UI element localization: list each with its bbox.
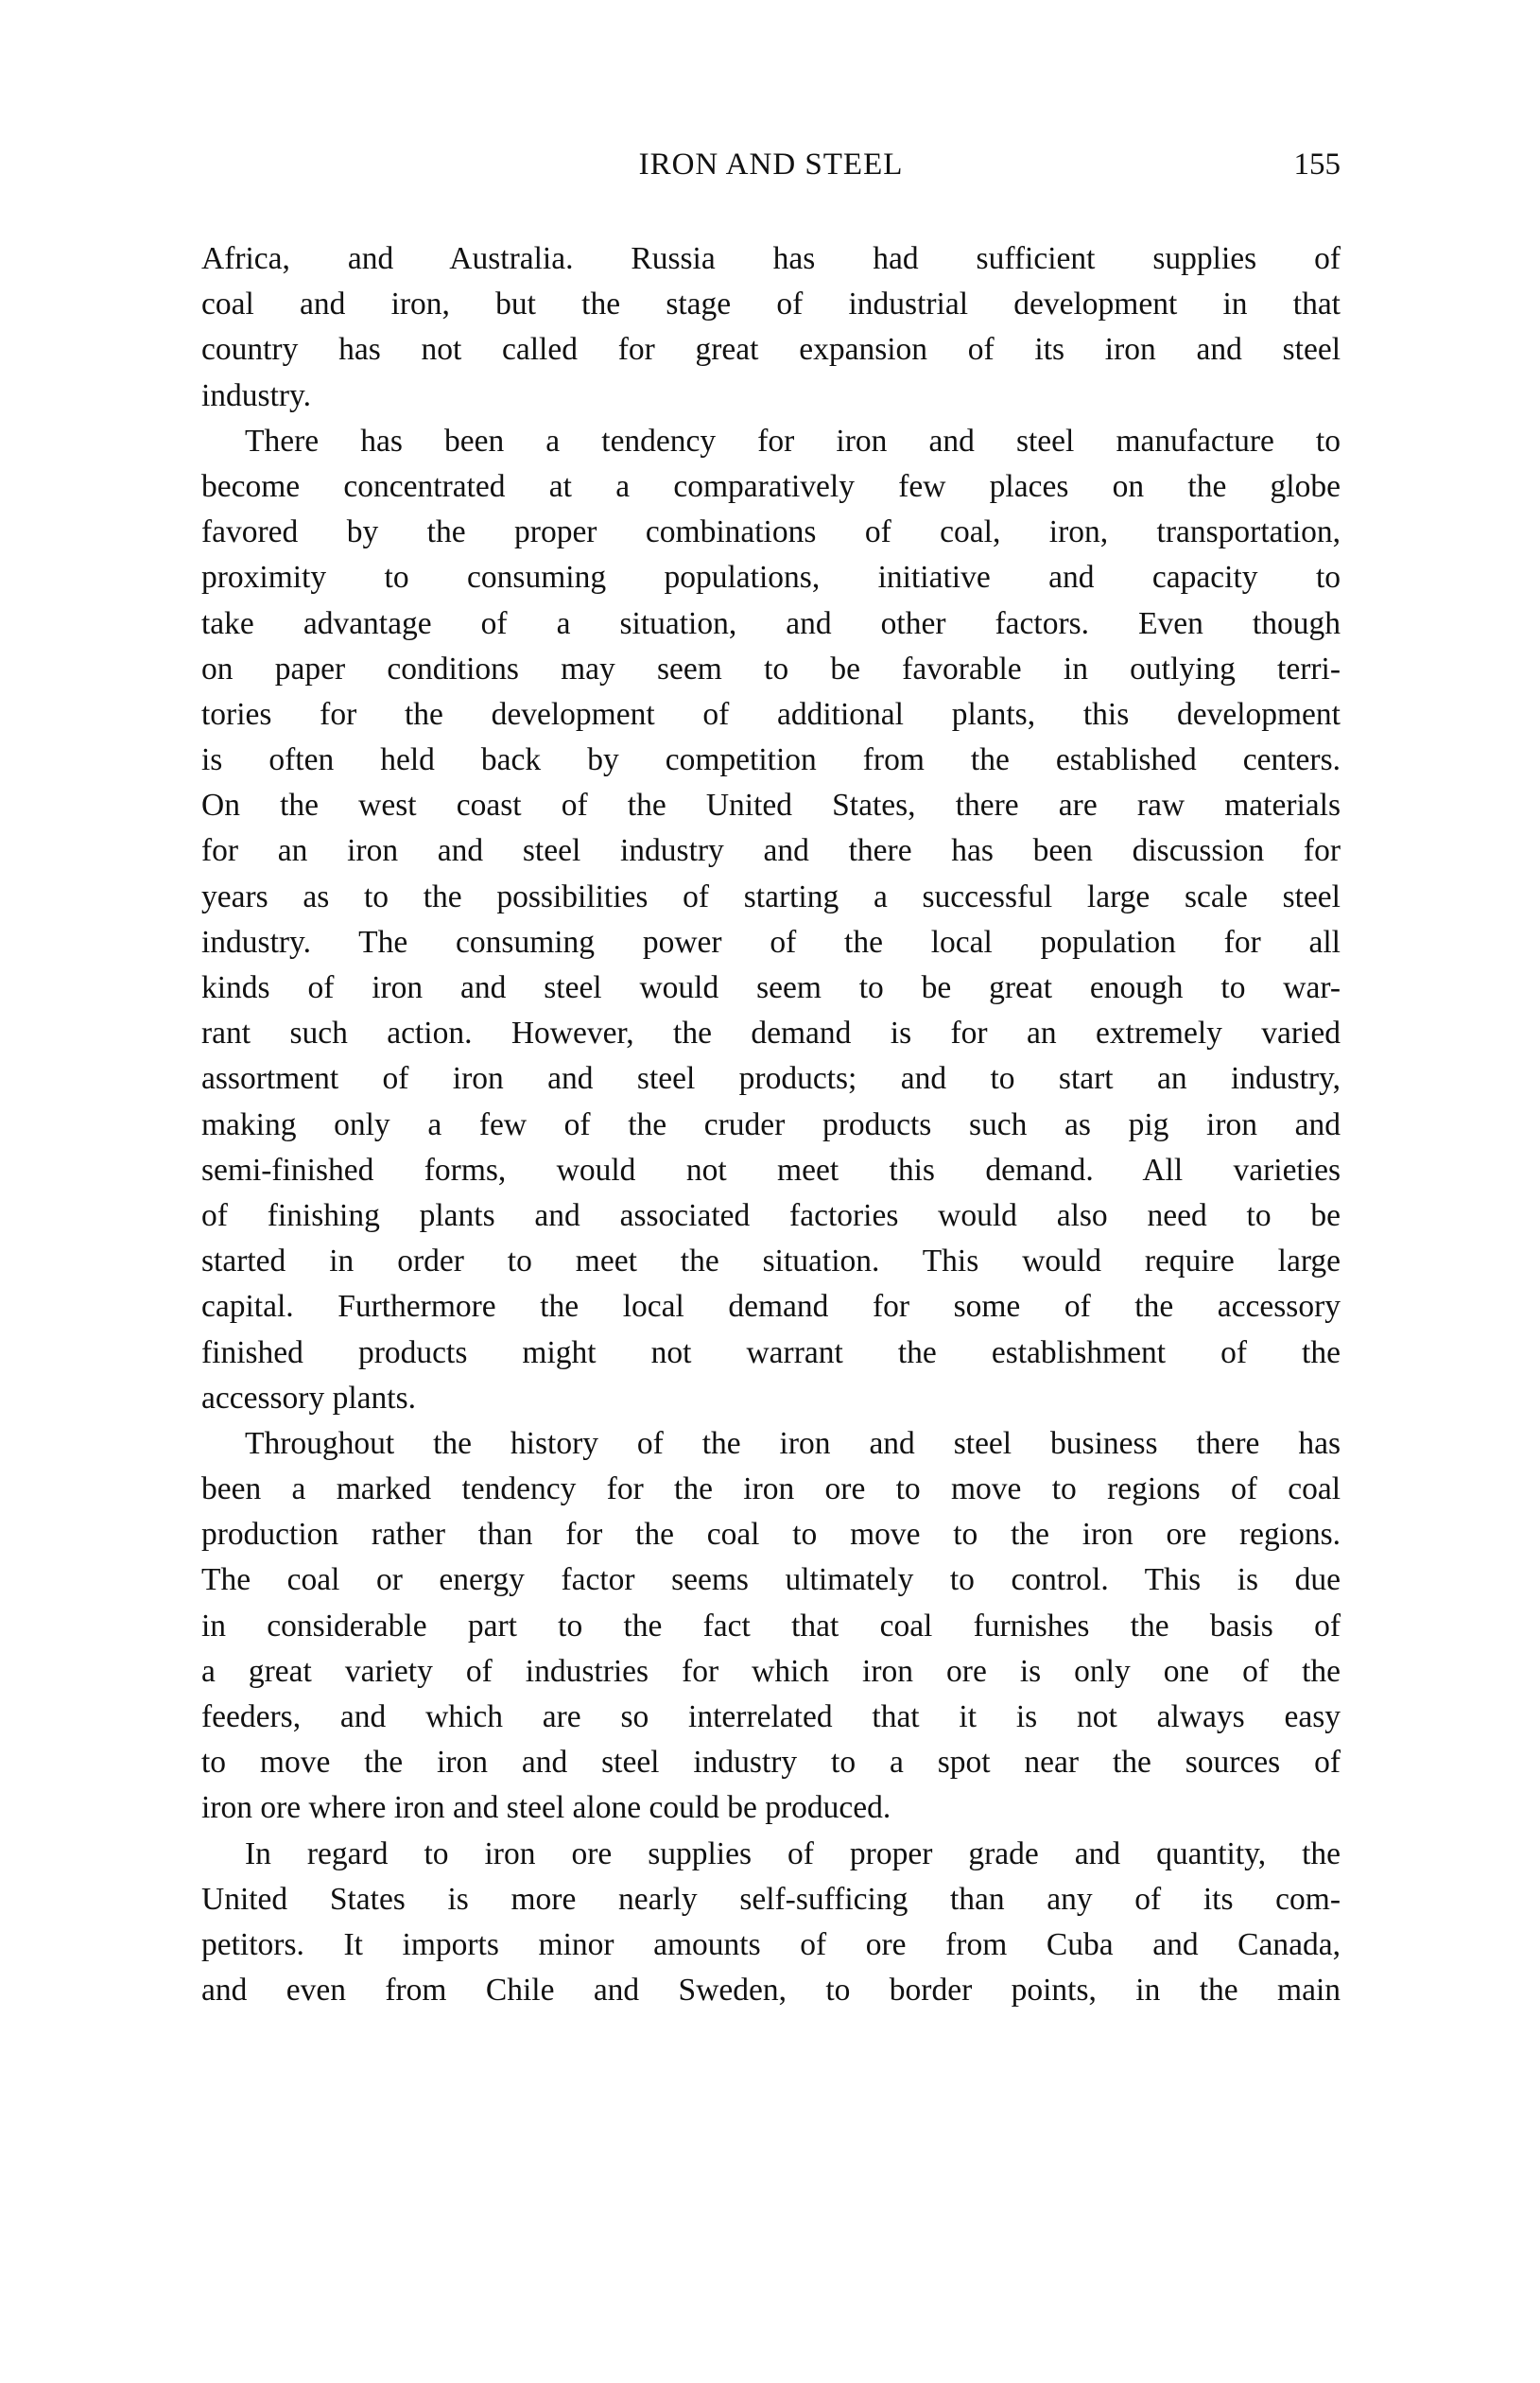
text-line: assortment of iron and steel products; and to start an industry, [201, 1061, 1341, 1097]
text-line: take advantage of a situation, and other factors. Even though [201, 605, 1341, 641]
text-line: on paper conditions may seem to be favorable in outlying terri- [201, 651, 1341, 687]
text-line: finished products might not warrant the establishment of the [201, 1334, 1341, 1370]
text-line: favored by the proper combinations of coal, iron, transportation, [201, 514, 1341, 550]
text-line: been a marked tendency for the iron ore to move to regions of coal [201, 1471, 1341, 1507]
text-line: of finishing plants and associated factories would also need to be [201, 1197, 1341, 1233]
text-line: proximity to consuming populations, initiative and capacity to [201, 560, 1341, 596]
text-line: rant such action. However, the demand is for an extremely varied [201, 1016, 1341, 1052]
text-line: Throughout the history of the iron and steel business there has [245, 1425, 1341, 1461]
text-line: iron ore where iron and steel alone could be produced. [201, 1790, 891, 1826]
text-line: kinds of iron and steel would seem to be great enough to war- [201, 970, 1341, 1005]
text-line: industry. [201, 377, 312, 413]
text-line: for an iron and steel industry and there has been discussion for [201, 833, 1341, 869]
text-line: Africa, and Australia. Russia has had sufficient supplies of [201, 241, 1341, 276]
text-line: feeders, and which are so interrelated that it is not always easy [201, 1699, 1341, 1734]
text-line: On the west coast of the United States, there are raw materials [201, 788, 1341, 824]
text-line: to move the iron and steel industry to a spot near the sources of [201, 1745, 1341, 1781]
text-line: in considerable part to the fact that coal furnishes the basis of [201, 1608, 1341, 1644]
text-line: In regard to iron ore supplies of proper grade and quantity, the [245, 1835, 1341, 1871]
body-text [201, 236, 1341, 2013]
text-line: is often held back by competition from the established centers. [201, 742, 1341, 778]
text-line: accessory plants. [201, 1380, 416, 1416]
text-line: country has not called for great expansion of its iron and steel [201, 332, 1341, 368]
paragraph-4 [201, 1832, 1341, 2014]
text-line: started in order to meet the situation. This would require large [201, 1244, 1341, 1279]
paragraph-2 [201, 419, 1341, 1421]
text-line: and even from Chile and Sweden, to border points, in the main [201, 1973, 1341, 2009]
text-line: production rather than for the coal to move to the iron ore regions. [201, 1517, 1341, 1553]
running-header [201, 142, 1341, 187]
text-line: making only a few of the cruder products such as pig iron and [201, 1106, 1341, 1142]
text-line: tories for the development of additional plants, this development [201, 696, 1341, 732]
text-line: There has been a tendency for iron and steel manufacture to [245, 423, 1341, 459]
text-line: The coal or energy factor seems ultimately to control. This is due [201, 1562, 1341, 1598]
paragraph-1 [201, 236, 1341, 419]
text-line: coal and iron, but the stage of industrial development in that [201, 287, 1341, 322]
text-line: capital. Furthermore the local demand for some of the accessory [201, 1289, 1341, 1325]
text-line: become concentrated at a comparatively few places on the globe [201, 468, 1341, 504]
text-line: years as to the possibilities of starting a successful large scale steel [201, 878, 1341, 914]
text-line: United States is more nearly self-sufficing than any of its com- [201, 1881, 1341, 1917]
paragraph-3 [201, 1421, 1341, 1832]
text-line: industry. The consuming power of the local population for all [201, 924, 1341, 960]
page-number: 155 [1293, 148, 1341, 182]
text-line: petitors. It imports minor amounts of ore from Cuba and Canada, [201, 1926, 1341, 1962]
text-line: semi-finished forms, would not meet this demand. All varieties [201, 1152, 1341, 1188]
text-line: a great variety of industries for which iron ore is only one of the [201, 1653, 1341, 1689]
running-title: IRON AND STEEL [638, 148, 904, 182]
